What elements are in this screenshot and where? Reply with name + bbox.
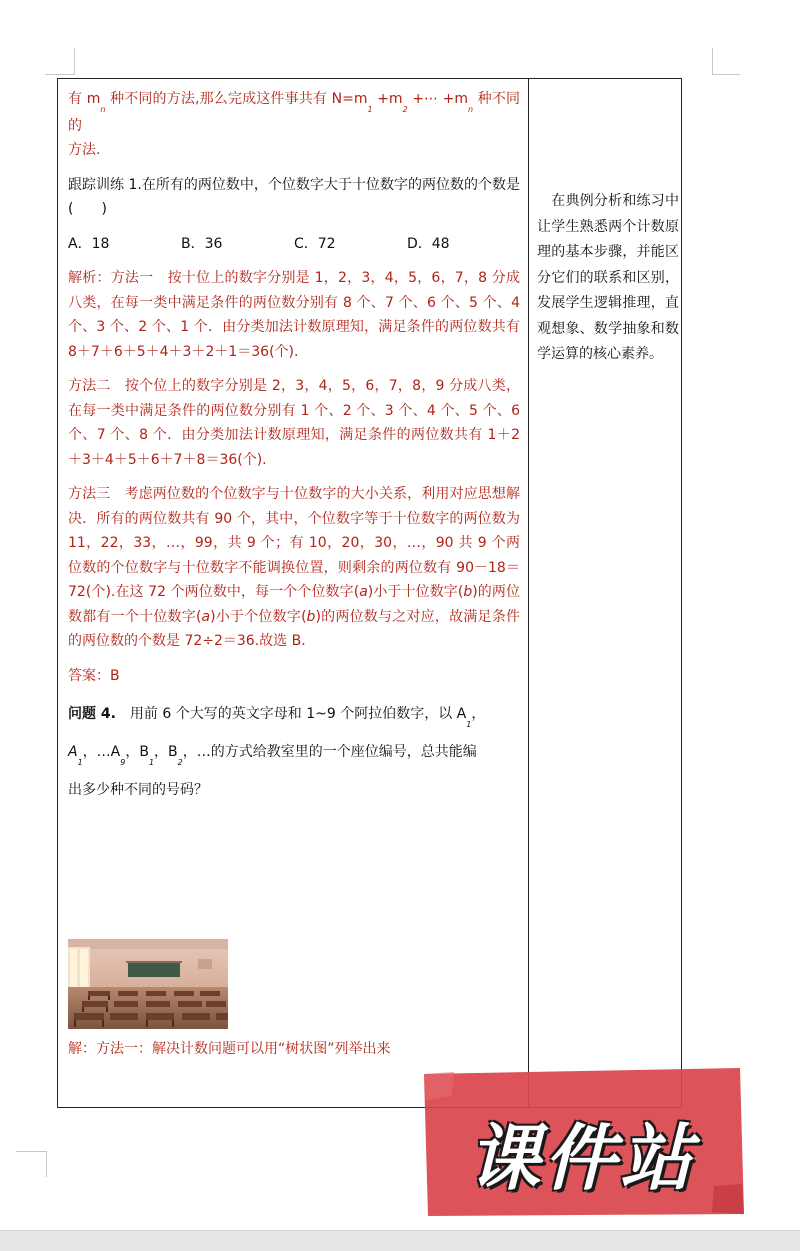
crop-mark: [16, 1151, 46, 1152]
practice-question: 跟踪训练 1.在所有的两位数中，个位数字大于十位数字的两位数的个数是( ): [68, 176, 520, 217]
crop-mark: [74, 48, 75, 74]
problem-4-solution: 解：方法一：解决计数问题可以用“树状图”列举出来: [68, 1041, 391, 1057]
choice-b: B．36: [181, 235, 223, 252]
choice-a: A．18: [68, 235, 110, 252]
answer-choices: [68, 232, 520, 257]
choice-d: D．48: [407, 235, 450, 252]
crop-mark: [712, 48, 713, 74]
solution-method-2: 方法二 按个位上的数字分别是 2，3，4，5，6，7，8，9 分成八类，在每一类中满足条件的两位数分别有 1 个、2 个、3 个、4 个、5 个、6 个、7 个、8 个．由分类加法计数原理知，满足条件的两位数共有 1＋2＋3＋4＋5＋6＋7＋8＝36(个).: [68, 378, 520, 468]
column-divider: [528, 79, 529, 1107]
crop-mark: [46, 1151, 47, 1177]
bottom-scrollbar[interactable]: [0, 1230, 800, 1251]
main-content-cell: [68, 87, 520, 1057]
problem-4-line-2: $A_1$，$\dots A_9$，$B_1$，$B_2$，…的方式给教室里的一个座位编号，总共能编: [68, 744, 477, 767]
answer-line: 答案：B: [68, 667, 120, 684]
lesson-table: [57, 78, 682, 1108]
intro-line: 有 $m_n$ 种不同的方法,那么完成这件事共有 $N=m_1 +m_2$ +⋯ $+m_n$ 种不同的: [68, 91, 520, 134]
choice-c: C．72: [294, 235, 336, 252]
problem-4-line-1: 问题 4. 用前 6 个大写的英文字母和 1~9 个阿拉伯数字，以 $A_1$，: [68, 706, 486, 729]
kejianzhan-watermark-logo: 课件站: [414, 1066, 748, 1218]
problem-4-line-3: 出多少种不同的号码？: [68, 782, 208, 798]
classroom-image: [68, 939, 228, 1029]
teaching-note: 在典例分析和练习中让学生熟悉两个计数原理的基本步骤，并能区分它们的联系和区别，发展学生逻辑推理，直观想象、数学抽象和数学运算的核心素养。: [537, 193, 679, 362]
problem-label: 问题 4.: [68, 706, 116, 722]
crop-mark: [45, 74, 75, 75]
crop-mark: [712, 74, 740, 75]
solution-method-1: 解析：方法一 按十位上的数字分别是 1，2，3，4，5，6，7，8 分成八类，在每一类中满足条件的两位数分别有 8 个、7 个、6 个、5 个、4 个、3 个、2 个、1 个．由分类加法计数原理知，满足条件的两位数共有 8＋7＋6＋5＋4＋3＋2＋1＝36(个).: [68, 270, 520, 360]
solution-method-3: 方法三 考虑两位数的个位数字与十位数字的大小关系，利用对应思想解决．所有的两位数共有 90 个，其中，个位数字等于十位数字的两位数为 11，22，33，…，99，共 9 个；有 10，20，30，…，90 共 9 个两位数的个位数字与十位数字不能调换位置，则剩余的两位数有 90－18＝72(个).在这 72 个两位数中，每一个个位数字(a)小于十位数字(b)的两位数都有一个十位数字(a)小于个位数字(b)的两位数与之对应，故满足条件的两位数的个数是 72÷2＝36.故选 B.: [68, 486, 520, 649]
intro-line-2: 方法.: [68, 142, 101, 158]
